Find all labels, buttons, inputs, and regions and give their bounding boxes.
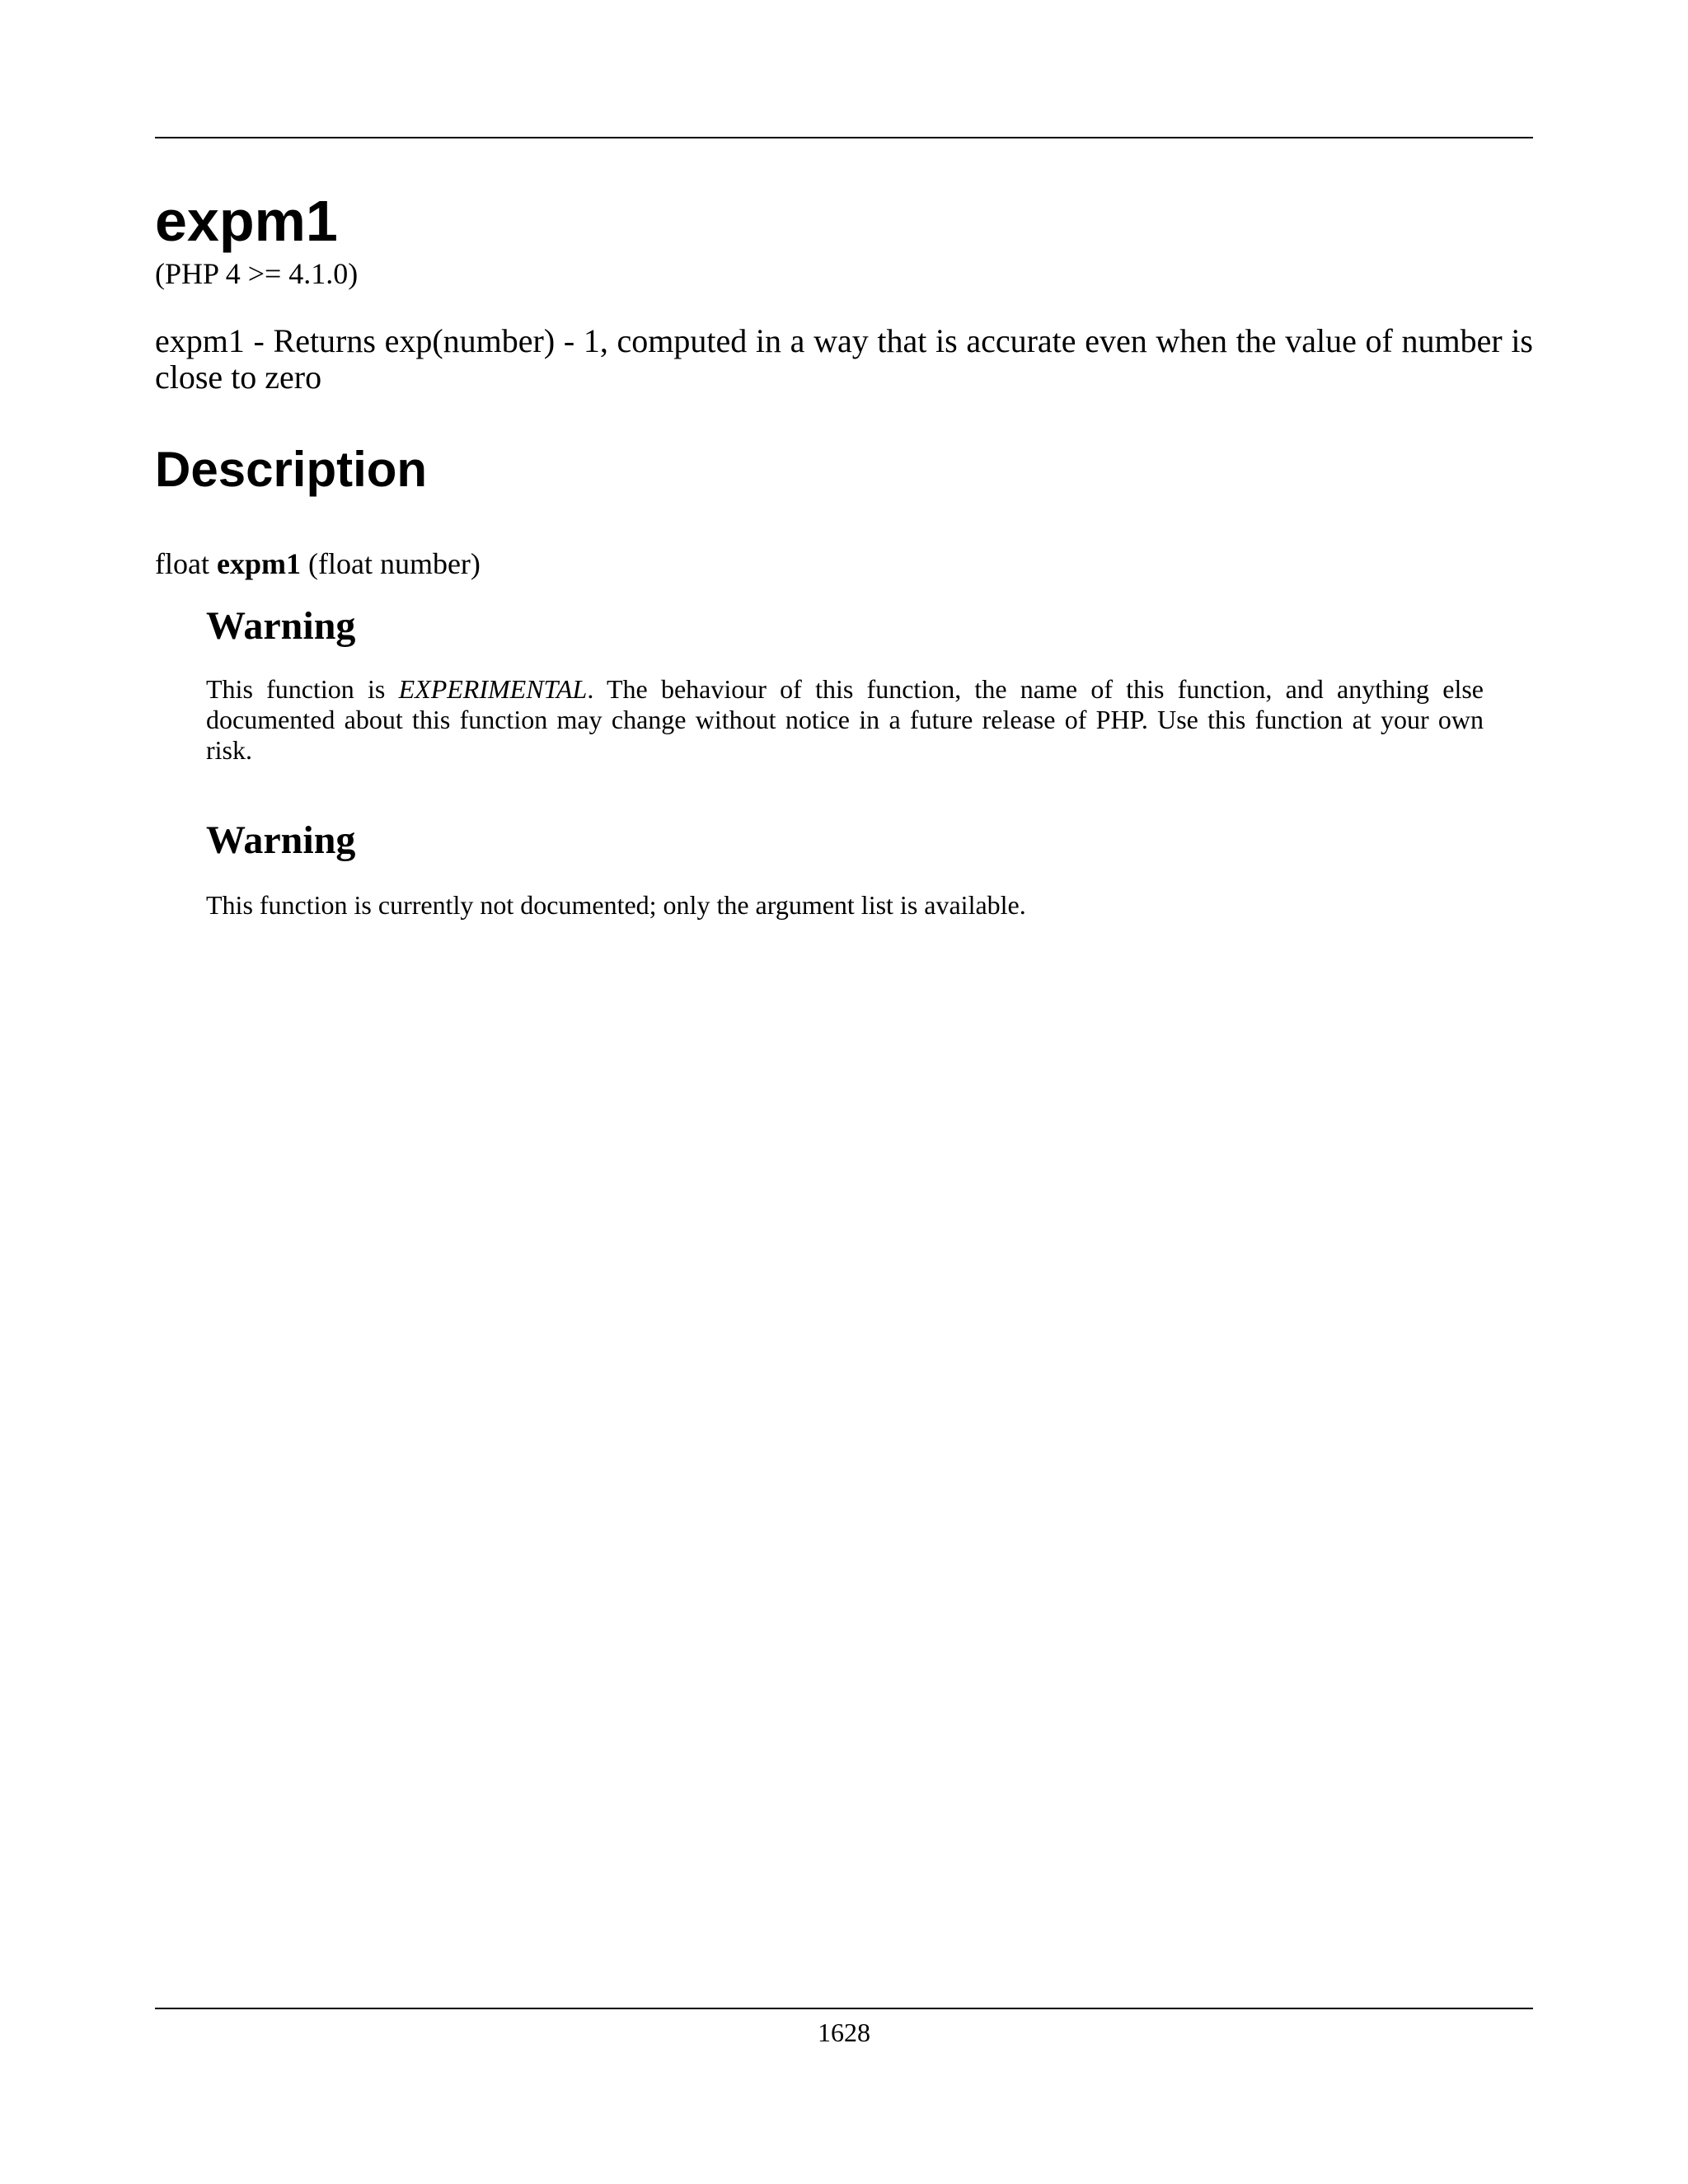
warning-title: Warning (206, 818, 356, 862)
version-info: (PHP 4 >= 4.1.0) (155, 257, 359, 290)
function-purpose: expm1 - Returns exp(number) - 1, computed in a way that is accurate even when the value of number is close to zero (155, 322, 1533, 396)
bottom-divider (155, 2008, 1533, 2009)
function-synopsis (155, 546, 481, 582)
warning-emphasis: EXPERIMENTAL (398, 674, 588, 704)
warning-title: Warning (206, 604, 356, 648)
warning-text: This function is currently not documented; only the argument list is available. (206, 890, 1026, 920)
synopsis-params: (float number) (307, 547, 481, 580)
warning-text-start: This function is (206, 674, 399, 704)
synopsis-return-type: float (155, 547, 209, 580)
page-title: expm1 (155, 189, 338, 253)
page-number: 1628 (818, 2018, 870, 2047)
synopsis-function-name: expm1 (216, 547, 301, 580)
description-heading: Description (155, 442, 428, 497)
top-divider (155, 137, 1533, 138)
warning-text-end: . The behaviour of this function, the name of this function, and anything else documented about this function may change without notice in a future release of PHP. Use this function at your own risk. (206, 674, 1484, 765)
warning-text (206, 674, 1484, 766)
